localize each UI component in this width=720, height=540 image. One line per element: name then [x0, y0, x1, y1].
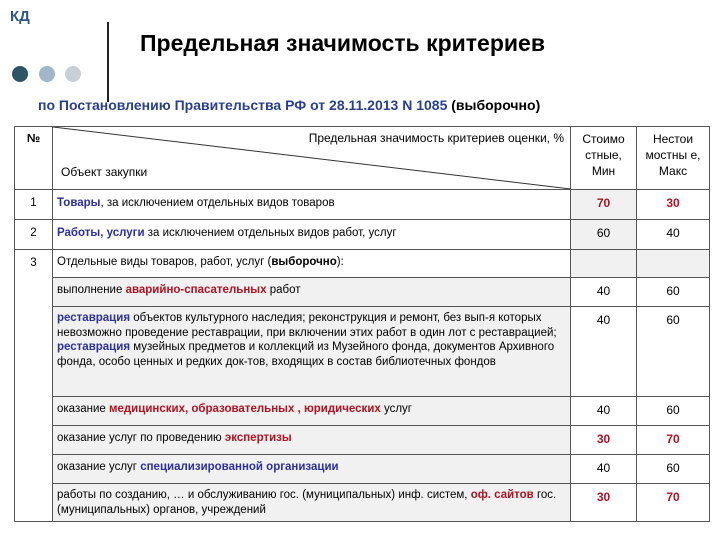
row-min: 30 — [571, 426, 637, 455]
row-bold: специализированной организации — [140, 461, 339, 473]
empty-cell — [571, 250, 637, 278]
row-min: 40 — [571, 307, 637, 397]
table-row — [15, 426, 710, 455]
row-min: 30 — [571, 484, 637, 522]
row-plain: Отдельные виды товаров, работ, услуг ( — [57, 256, 272, 268]
row-plain: работ — [266, 284, 301, 296]
divider-line — [107, 22, 109, 102]
row-text — [53, 250, 571, 278]
row-plain: услуг — [380, 403, 413, 415]
table-row — [15, 278, 710, 307]
row-text — [53, 397, 571, 426]
slide-subtitle — [38, 97, 540, 113]
criteria-table — [14, 126, 710, 522]
row-plain: ): — [336, 256, 344, 268]
row-max: 60 — [637, 455, 710, 484]
dot-light — [65, 66, 81, 82]
row-max: 30 — [637, 190, 710, 220]
table-row — [15, 190, 710, 220]
header-cost: Стоимо стные, Мин — [571, 127, 637, 190]
subtitle-main: по Постановлению Правительства РФ от 28.11.2013 N 1085 — [38, 97, 448, 113]
header-criteria: Предельная значимость критериев оценки, % — [308, 131, 564, 145]
row-max: 60 — [637, 397, 710, 426]
row-text — [53, 484, 571, 522]
table-row — [15, 250, 710, 278]
row-max: 60 — [637, 307, 710, 397]
row-text — [53, 455, 571, 484]
row-plain: гос. (муниципальных) органов, учреждений — [57, 489, 557, 516]
row-max: 70 — [637, 484, 710, 522]
row-plain: оказание — [57, 403, 109, 415]
row-text — [53, 278, 571, 307]
row-text — [53, 190, 571, 220]
logo-text: КД — [10, 8, 30, 25]
row-min: 40 — [571, 278, 637, 307]
row-plain: объектов культурного наследия; реконструкция и ремонт, без вып-я которых невозможно проведение реставрации, при включении этих работ в один лот с реставрацией; — [57, 312, 557, 339]
table-row — [15, 220, 710, 250]
empty-cell — [637, 250, 710, 278]
row-text — [53, 426, 571, 455]
row-bold: выборочно — [271, 256, 337, 268]
row-bold: Работы, услуги — [57, 227, 145, 239]
dot-dark — [12, 66, 28, 82]
row-num: 1 — [15, 190, 53, 220]
subtitle-extra: (выборочно) — [447, 97, 541, 113]
table-row — [15, 455, 710, 484]
row-text — [53, 220, 571, 250]
table-row — [15, 307, 710, 397]
row-min: 40 — [571, 455, 637, 484]
row-max: 60 — [637, 278, 710, 307]
row-bold: реставрация — [57, 341, 131, 353]
table-row — [15, 484, 710, 522]
table-row — [15, 397, 710, 426]
row-num: 2 — [15, 220, 53, 250]
header-diagonal-cell — [53, 127, 571, 190]
row-plain: выполнение — [57, 284, 126, 296]
table-header-row — [15, 127, 710, 190]
row-plain: за исключением отдельных видов работ, услуг — [144, 227, 397, 239]
row-min: 70 — [571, 190, 637, 220]
header-num: № — [15, 127, 53, 190]
header-noncost: Нестои мостны е, Макс — [637, 127, 710, 190]
dot-mid — [39, 66, 55, 82]
row-bold: оф. сайтов — [470, 489, 534, 501]
row-bold: медицинских, образовательных , юридических — [108, 403, 381, 415]
row-min: 40 — [571, 397, 637, 426]
row-num: 3 — [15, 250, 53, 522]
row-bold: аварийно-спасательных — [125, 284, 267, 296]
row-plain: оказание услуг — [57, 461, 141, 473]
row-plain: оказание услуг по проведению — [57, 432, 225, 444]
row-max: 40 — [637, 220, 710, 250]
row-max: 70 — [637, 426, 710, 455]
header-object: Объект закупки — [61, 165, 148, 179]
row-plain: , за исключением отдельных видов товаров — [100, 197, 335, 209]
row-min: 60 — [571, 220, 637, 250]
slide-title: Предельная значимость критериев — [140, 30, 545, 56]
row-bold: реставрация — [57, 312, 131, 324]
row-bold: экспертизы — [224, 432, 292, 444]
row-plain: музейных предметов и коллекций из Музейного фонда, документов Архивного фонда, особо ценных и редких док-тов, входящих в состав библиотечных фондов — [57, 341, 555, 368]
row-text — [53, 307, 571, 397]
row-plain: работы по созданию, … и обслуживанию гос. (муниципальных) инф. систем, — [57, 489, 471, 501]
row-bold: Товары — [57, 197, 101, 209]
